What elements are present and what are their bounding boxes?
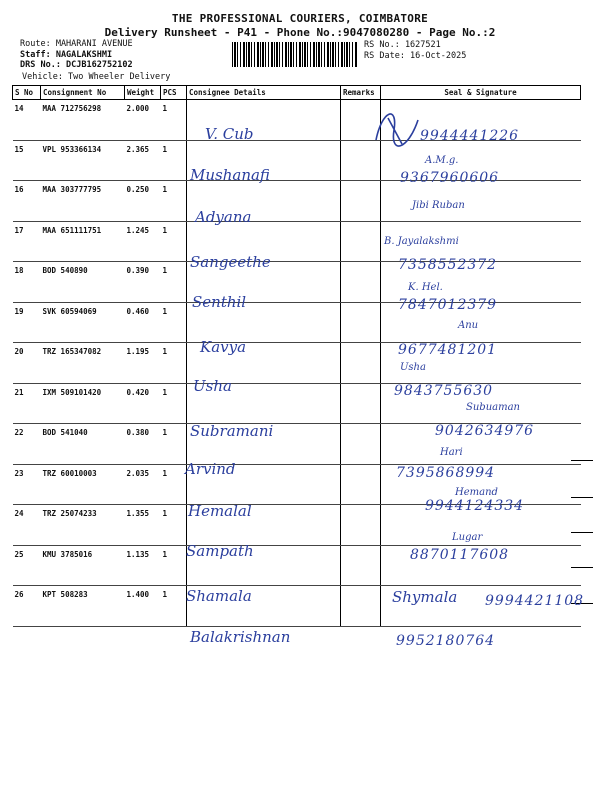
consignment-cell: TRZ 60010003 [41, 464, 125, 505]
remarks-cell [341, 464, 381, 505]
handwritten-signature: K. Hel. [408, 282, 443, 293]
sno-cell: 17 [13, 221, 41, 262]
col-header-weight: Weight [125, 86, 161, 100]
consignment-cell: TRZ 25074233 [41, 505, 125, 546]
col-header-consignee: Consignee Details [187, 86, 341, 100]
remarks-cell [341, 586, 381, 627]
handwritten-name: V. Cub [205, 125, 254, 143]
handwritten-signature: Hemand [455, 487, 498, 498]
handwritten-phone: 7358552372 [398, 257, 498, 273]
weight-cell: 0.420 [125, 383, 161, 424]
weight-cell: 0.460 [125, 302, 161, 343]
weight-cell: 0.390 [125, 262, 161, 303]
vehicle-text: Vehicle: Two Wheeler Delivery [22, 72, 171, 82]
pcs-cell: 1 [161, 505, 187, 546]
consignment-cell: KPT 508283 [41, 586, 125, 627]
handwritten-name: Usha [193, 377, 232, 395]
handwritten-name: Mushanafi [190, 166, 270, 184]
weight-cell: 0.250 [125, 181, 161, 222]
barcode [232, 42, 358, 67]
remarks-cell [341, 221, 381, 262]
sno-cell: 16 [13, 181, 41, 222]
table-row [13, 221, 581, 262]
remarks-cell [341, 262, 381, 303]
consignment-cell: VPL 953366134 [41, 140, 125, 181]
sno-cell: 15 [13, 140, 41, 181]
rs-no: RS No.: 1627521 [364, 40, 441, 50]
handwritten-signature: Anu [458, 320, 479, 331]
handwritten-name: Sangeethe [190, 253, 271, 271]
signature-cell [381, 181, 581, 222]
sno-cell: 19 [13, 302, 41, 343]
handwritten-phone: 9944124334 [425, 498, 525, 514]
weight-cell: 0.380 [125, 424, 161, 465]
table-header-row [13, 86, 581, 100]
pcs-cell: 1 [161, 424, 187, 465]
col-header-sno: S No [13, 86, 41, 100]
handwritten-signature: B. Jayalakshmi [384, 236, 459, 247]
handwritten-phone: 9952180764 [396, 633, 496, 649]
handwritten-signature: Subuaman [466, 402, 520, 413]
handwritten-phone: 9042634976 [435, 423, 535, 439]
handwritten-phone: 9677481201 [398, 342, 498, 358]
staff-text: Staff: NAGALAKSHMI [20, 49, 113, 60]
handwritten-name: Shamala [186, 587, 252, 605]
pcs-cell: 1 [161, 262, 187, 303]
col-header-signature: Seal & Signature [381, 86, 581, 100]
company-title: THE PROFESSIONAL COURIERS, COIMBATORE [171, 12, 429, 25]
route-text: Route: MAHARANI AVENUE [20, 39, 133, 49]
weight-cell: 1.355 [125, 505, 161, 546]
remarks-cell [341, 343, 381, 384]
handwritten-phone: 9367960606 [400, 170, 500, 186]
pcs-cell: 1 [161, 545, 187, 586]
handwritten-phone: 7847012379 [398, 297, 498, 313]
pcs-cell: 1 [161, 221, 187, 262]
runsheet-subtitle: Delivery Runsheet - P41 - Phone No.:9047080280 - Page No.:2 [104, 26, 496, 39]
handwritten-name: Sampath [186, 542, 254, 560]
handwritten-name: Kavya [200, 338, 247, 356]
sno-cell: 24 [13, 505, 41, 546]
sno-cell: 22 [13, 424, 41, 465]
pcs-cell: 1 [161, 586, 187, 627]
consignment-cell: BOD 541040 [41, 424, 125, 465]
remarks-cell [341, 302, 381, 343]
weight-cell: 1.135 [125, 545, 161, 586]
handwritten-signature: Usha [400, 362, 426, 373]
meta-left [20, 39, 133, 71]
pcs-cell: 1 [161, 140, 187, 181]
handwritten-phone: 9944441226 [420, 128, 520, 144]
rs-date: RS Date: 16-Oct-2025 [364, 51, 467, 61]
remarks-cell [341, 383, 381, 424]
consignment-cell: MAA 303777795 [41, 181, 125, 222]
handwritten-name: Balakrishnan [190, 628, 291, 646]
weight-cell: 2.035 [125, 464, 161, 505]
table-row [13, 181, 581, 222]
handwritten-signature: Hari [440, 447, 463, 458]
sno-cell: 14 [13, 100, 41, 141]
meta-right [364, 40, 466, 62]
consignment-cell: MAA 712756298 [41, 100, 125, 141]
margin-dash [571, 497, 593, 498]
consignment-cell: IXM 509101420 [41, 383, 125, 424]
handwritten-phone: 8870117608 [410, 547, 510, 563]
handwritten-signature: A.M.g. [425, 155, 459, 166]
pcs-cell: 1 [161, 464, 187, 505]
pcs-cell: 1 [161, 100, 187, 141]
sno-cell: 23 [13, 464, 41, 505]
remarks-cell [341, 545, 381, 586]
weight-cell: 1.195 [125, 343, 161, 384]
handwritten-phone: 7395868994 [396, 465, 496, 481]
pcs-cell: 1 [161, 302, 187, 343]
consignment-cell: BOD 540890 [41, 262, 125, 303]
col-header-remarks: Remarks [341, 86, 381, 100]
consignment-cell: MAA 651111751 [41, 221, 125, 262]
handwritten-name: Adyana [195, 208, 252, 226]
handwritten-signature: Lugar [452, 532, 483, 543]
remarks-cell [341, 424, 381, 465]
consignment-cell: KMU 3785016 [41, 545, 125, 586]
handwritten-phone: 9994421108 [485, 593, 585, 609]
remarks-cell [341, 505, 381, 546]
margin-dash [571, 532, 593, 533]
drs-text: DRS No.: DCJB162752102 [20, 60, 133, 70]
weight-cell: 1.245 [125, 221, 161, 262]
sno-cell: 26 [13, 586, 41, 627]
weight-cell: 1.400 [125, 586, 161, 627]
handwritten-phone: 9843755630 [394, 383, 494, 399]
remarks-cell [341, 181, 381, 222]
handwritten-name: Hemalal [188, 502, 252, 520]
sno-cell: 18 [13, 262, 41, 303]
col-header-pcs: PCS [161, 86, 187, 100]
pcs-cell: 1 [161, 383, 187, 424]
pcs-cell: 1 [161, 181, 187, 222]
sno-cell: 21 [13, 383, 41, 424]
col-header-consignment: Consignment No [41, 86, 125, 100]
handwritten-name: Arvind [185, 460, 236, 478]
margin-dash [571, 460, 593, 461]
handwritten-name: Subramani [190, 422, 274, 440]
sno-cell: 25 [13, 545, 41, 586]
handwritten-signature: Jibi Ruban [412, 200, 465, 211]
handwritten-name: Senthil [192, 293, 247, 311]
margin-dash [571, 567, 593, 568]
weight-cell: 2.365 [125, 140, 161, 181]
handwritten-signature: Shymala [392, 588, 458, 606]
weight-cell: 2.000 [125, 100, 161, 141]
signature-scribble [368, 100, 428, 160]
sno-cell: 20 [13, 343, 41, 384]
consignment-cell: TRZ 165347082 [41, 343, 125, 384]
consignment-cell: SVK 60594069 [41, 302, 125, 343]
pcs-cell: 1 [161, 343, 187, 384]
